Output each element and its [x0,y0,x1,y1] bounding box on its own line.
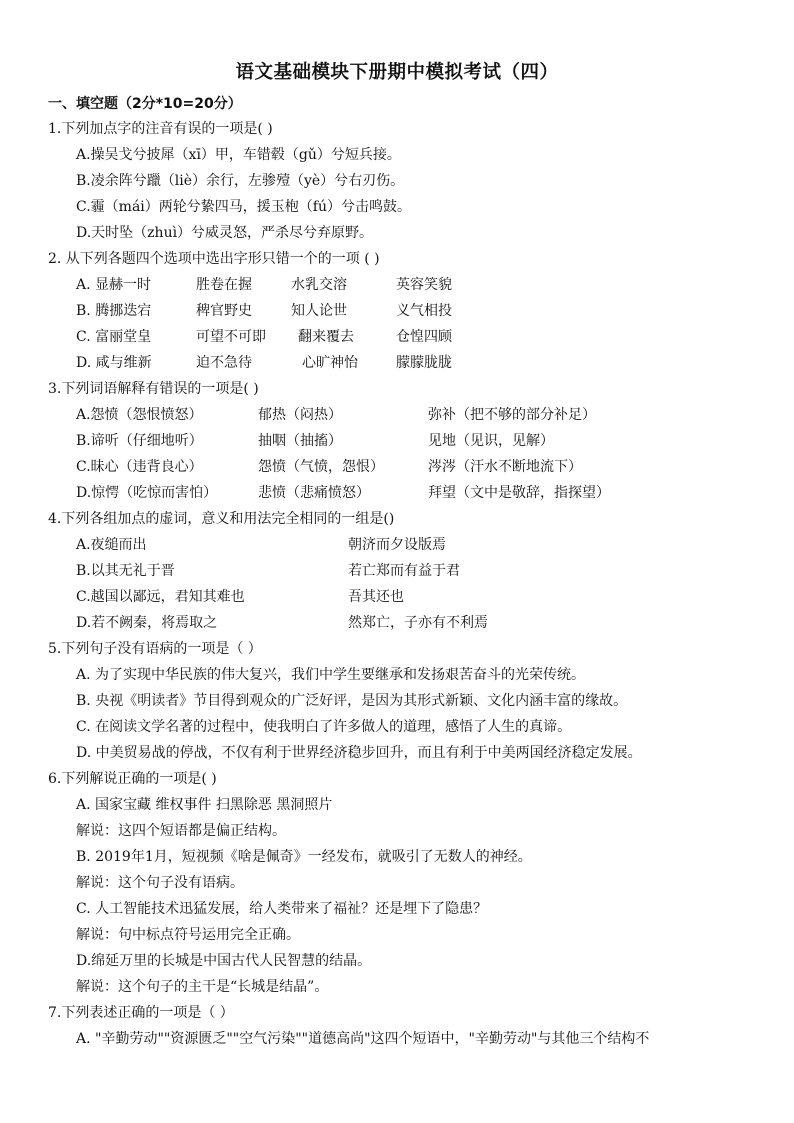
question-6-option-a: A. 国家宝藏 维权事件 扫黑除恶 黑洞照片 [76,797,333,813]
question-2-d-4: 朦朦胧胧 [396,355,452,371]
question-6-explain-a: 解说：这四个短语都是偏正结构。 [76,823,286,839]
question-1-option-d: D.天时坠（zhuì）兮威灵怒，严杀尽兮弃原野。 [76,225,374,241]
question-5-option-d: D. 中美贸易战的停战，不仅有利于世界经济稳步回升，而且有利于中美两国经济稳定发展。 [76,745,642,761]
page-title: 语文基础模块下册期中模拟考试（四） [235,62,559,83]
question-3-d-3: 拜望（文中是敬辞，指探望） [428,485,610,501]
question-4-c-2: 吾其还也 [348,589,404,605]
section-heading-fill-in: 一、填空题（2分*10=20分） [48,96,242,112]
question-4-b-1: B.以其无礼于晋 [76,563,175,579]
question-2-c-4: 仓惶四顾 [396,329,452,345]
question-2-b-1: B. 腾挪迭宕 [76,303,152,319]
question-6-stem: 6.下列解说正确的一项是( ) [48,771,217,787]
question-4-d-2: 然郑亡，子亦有不利焉 [348,615,488,631]
question-4-b-2: 若亡郑而有益于君 [348,563,460,579]
question-2-a-3: 水乳交溶 [291,277,347,293]
question-2-a-1: A. 显赫一时 [76,277,152,293]
question-3-d-2: 悲愤（悲痛愤怒） [258,485,370,501]
question-4-a-1: A.夜缒而出 [76,537,147,553]
question-6-option-d: D.绵延万里的长城是中国古代人民智慧的结晶。 [76,953,372,969]
question-7-option-a: A. "辛勤劳动""资源匮乏""空气污染""道德高尚"这四个短语中，"辛勤劳动"与其他三个结构不 [76,1031,650,1047]
question-1-stem: 1.下列加点字的注音有误的一项是( ) [48,121,273,137]
question-2-a-2: 胜卷在握 [196,277,252,293]
question-2-d-2: 迫不急待 [196,355,252,371]
question-1-option-a: A.操吴戈兮披犀（xī）甲，车错毂（gǔ）兮短兵接。 [76,147,401,163]
question-7-stem: 7.下列表述正确的一项是（ ） [48,1005,234,1021]
question-3-a-1: A.怨愤（怨恨愤怒） [76,407,203,423]
question-2-b-4: 义气相投 [396,303,452,319]
question-3-c-3: 涔涔（汗水不断地流下） [428,459,582,475]
question-4-d-1: D.若不阙秦，将焉取之 [76,615,218,631]
question-3-b-1: B.谛听（仔细地听） [76,433,203,449]
question-1-option-b: B.凌余阵兮躐（liè）余行，左骖殪（yè）兮右刃伤。 [76,173,405,189]
question-2-c-2: 可望不可即 [196,329,266,345]
question-2-d-1: D. 咸与维新 [76,355,152,371]
question-3-a-3: 弥补（把不够的部分补足） [428,407,596,423]
question-3-b-2: 抽咽（抽搐） [258,433,342,449]
question-6-explain-c: 解说：句中标点符号运用完全正确。 [76,927,300,943]
question-2-c-3: 翻来覆去 [298,329,354,345]
question-4-stem: 4.下列各组加点的虚词，意义和用法完全相同的一组是() [48,511,395,527]
question-3-a-2: 郁热（闷热） [258,407,342,423]
question-2-c-1: C. 富丽堂皇 [76,329,152,345]
question-5-option-b: B. 央视《明读者》节目得到观众的广泛好评，是因为其形式新颖、文化内涵丰富的缘故。 [76,693,628,709]
question-6-option-b: B. 2019年1月，短视频《啥是佩奇》一经发布，就吸引了无数人的神经。 [76,849,532,865]
question-2-d-3: 心旷神怡 [302,355,358,371]
question-3-b-3: 见地（见识，见解） [428,433,554,449]
question-6-option-c: C. 人工智能技术迅猛发展，给人类带来了福祉？还是埋下了隐患？ [76,901,488,917]
question-3-c-1: C.昧心（违背良心） [76,459,203,475]
question-2-b-2: 稗官野史 [196,303,252,319]
question-5-stem: 5.下列句子没有语病的一项是（ ） [48,641,262,657]
question-3-stem: 3.下列词语解释有错误的一项是( ) [48,381,259,397]
question-6-explain-d: 解说：这个句子的主干是“长城是结晶”。 [76,979,329,995]
question-3-d-1: D.惊愕（吃惊而害怕） [76,485,218,501]
question-2-a-4: 英容笑貌 [396,277,452,293]
question-5-option-c: C. 在阅读文学名著的过程中，使我明白了许多做人的道理，感悟了人生的真谛。 [76,719,572,735]
question-1-option-c: C.霾（mái）两轮兮絷四马，援玉枹（fú）兮击鸣鼓。 [76,199,411,215]
question-3-c-2: 怨愤（气愤，怨恨） [258,459,384,475]
question-4-c-1: C.越国以鄙远，君知其难也 [76,589,245,605]
question-5-option-a: A. 为了实现中华民族的伟大复兴，我们中学生要继承和发扬艰苦奋斗的光荣传统。 [76,667,586,683]
question-2-stem: 2. 从下列各题四个选项中选出字形只错一个的一项 ( ) [48,251,380,267]
question-6-explain-b: 解说：这个句子没有语病。 [76,875,244,891]
question-2-b-3: 知人论世 [291,303,347,319]
question-4-a-2: 朝济而夕设版焉 [348,537,446,553]
